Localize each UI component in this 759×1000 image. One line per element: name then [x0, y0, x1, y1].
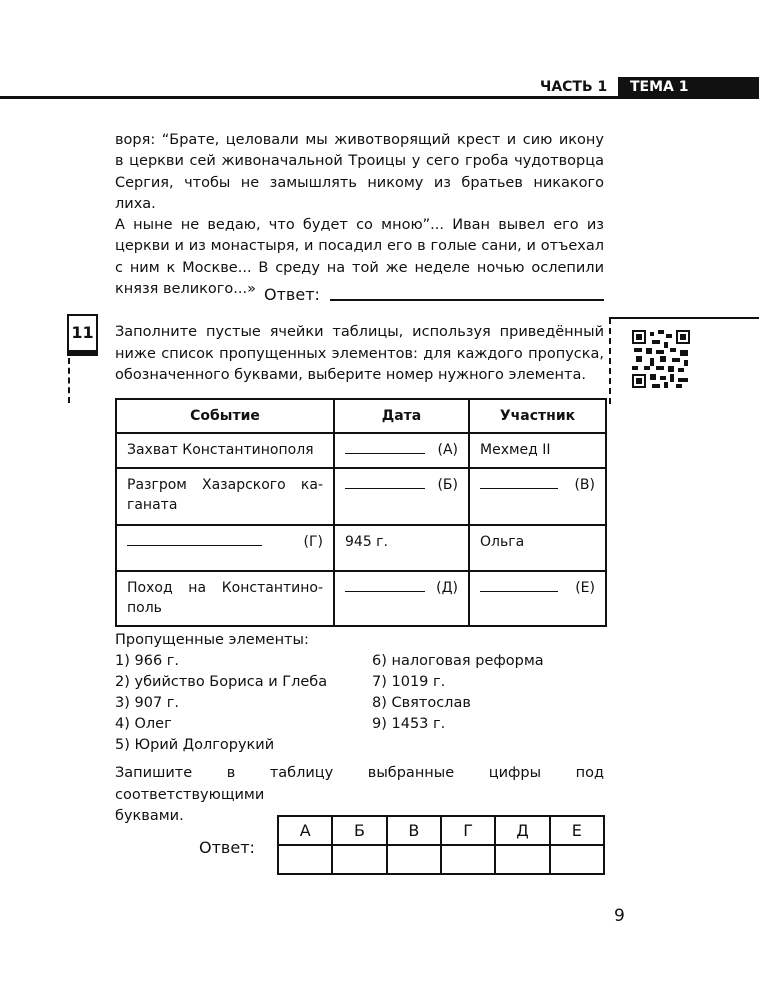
list-item: 1) 966 г. [115, 653, 180, 669]
list-item: 2) убийство Бориса и Глеба [115, 674, 328, 690]
blank-line [480, 579, 558, 592]
dashed-divider [68, 358, 70, 403]
gap-letter: (Б) [437, 477, 458, 493]
passage-line: с ним к Москве... В среду на той же неделе ночью ослепили [115, 259, 604, 276]
answer-label: Ответ: [199, 838, 255, 857]
task-number: 11 [67, 314, 98, 356]
margin-rule [609, 317, 759, 319]
answer-letter: А [278, 816, 332, 845]
answer-cell[interactable] [332, 845, 386, 874]
events-table [115, 398, 607, 627]
header-rule [0, 96, 759, 99]
participant-cell[interactable] [469, 468, 606, 525]
participant-cell: Ольга [469, 525, 606, 571]
instruction-line: Запишите в таблицу выбранные цифры под соответствующими [115, 765, 604, 803]
dashed-divider [609, 318, 611, 404]
list-item: 4) Олег [115, 716, 172, 732]
gap-letter: (Е) [575, 580, 595, 596]
answer-cell[interactable] [278, 845, 332, 874]
event-cell: Разгром Хазарского ка-ганата [116, 468, 334, 525]
answer-cell[interactable] [495, 845, 549, 874]
source-passage [115, 130, 604, 300]
list-item: 8) Святослав [372, 695, 471, 711]
date-cell[interactable] [334, 468, 469, 525]
table-row [116, 468, 606, 525]
answer-letter: Д [495, 816, 549, 845]
answer-letter: В [387, 816, 441, 845]
gap-letter: (А) [437, 442, 458, 458]
list-item: 5) Юрий Долгорукий [115, 737, 275, 753]
passage-line: церкви и из монастыря, и посадил его в голые сани, и отъехал [115, 238, 604, 255]
column-header: Дата [334, 399, 469, 433]
answer-label: Ответ: [264, 285, 320, 304]
task-text [115, 322, 604, 387]
answer-line[interactable] [330, 299, 604, 301]
blank-line [345, 441, 425, 454]
event-cell: Захват Константинополя [116, 433, 334, 468]
list-item: 6) налоговая реформа [372, 653, 544, 669]
answer-cell[interactable] [441, 845, 495, 874]
column-header: Событие [116, 399, 334, 433]
missing-elements-list [115, 630, 327, 756]
qr-code-icon [632, 330, 690, 388]
missing-elements-list-col2 [372, 651, 544, 735]
passage-line: в церкви сей живоначальной Троицы у сего гроба чудотворца [115, 153, 604, 170]
instruction-line: буквами. [115, 808, 184, 824]
passage-line: воря: “Брате, целовали мы животворящий крест и сию икону [115, 132, 604, 148]
list-title: Пропущенные элементы: [115, 632, 309, 648]
answer-table [277, 815, 605, 875]
passage-line: Сергия, чтобы не замышлять никому из братьев никакого лиха. [115, 174, 604, 212]
passage-line: князя великого...» [115, 281, 256, 298]
list-item: 9) 1453 г. [372, 716, 446, 732]
page-number: 9 [614, 906, 625, 926]
list-item: 3) 907 г. [115, 695, 180, 711]
table-row [116, 571, 606, 626]
passage-line: А ныне не ведаю, что будет со мною”... Иван вывел его из [115, 217, 604, 234]
task-line: обозначенного буквами, выберите номер нужного элемента. [115, 367, 586, 383]
answer-cell[interactable] [387, 845, 441, 874]
participant-cell[interactable] [469, 571, 606, 626]
column-header: Участник [469, 399, 606, 433]
table-row [116, 525, 606, 571]
table-row [116, 433, 606, 468]
list-item: 7) 1019 г. [372, 674, 446, 690]
date-cell: 945 г. [334, 525, 469, 571]
task-line: ниже список пропущенных элементов: для каждого пропуска, [115, 345, 604, 362]
participant-cell: Мехмед II [469, 433, 606, 468]
answer-letter: Е [550, 816, 604, 845]
gap-letter: (Г) [303, 534, 323, 550]
blank-line [345, 579, 425, 592]
part-label: ЧАСТЬ 1 [540, 79, 608, 95]
task-line: Заполните пустые ячейки таблицы, используя приведённый [115, 324, 604, 340]
answer-cell[interactable] [550, 845, 604, 874]
blank-line [127, 533, 262, 546]
table-header-row [116, 399, 606, 433]
gap-letter: (В) [574, 477, 595, 493]
answer-letter: Г [441, 816, 495, 845]
gap-letter: (Д) [436, 580, 458, 596]
blank-line [345, 476, 425, 489]
date-cell[interactable] [334, 433, 469, 468]
date-cell[interactable] [334, 571, 469, 626]
answer-letter: Б [332, 816, 386, 845]
blank-line [480, 476, 558, 489]
event-cell[interactable] [116, 525, 334, 571]
event-cell: Поход на Константино-поль [116, 571, 334, 626]
topic-label: ТЕМА 1 [618, 77, 759, 98]
